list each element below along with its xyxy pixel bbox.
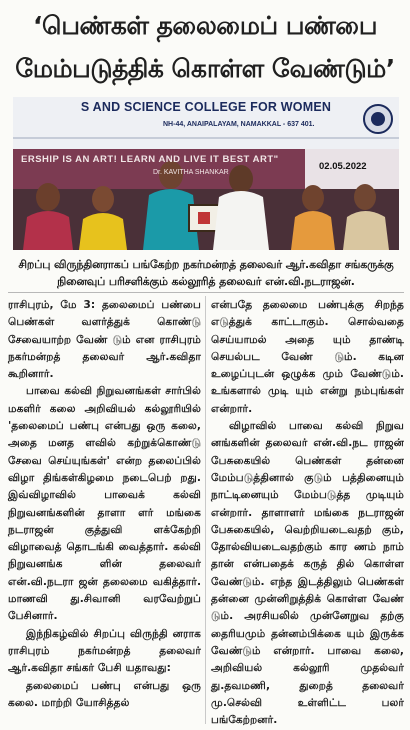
- event-photo: [13, 97, 399, 250]
- headline-line-1: ‘பெண்கள் தலைமைப் பண்பை: [32, 11, 378, 40]
- article-paragraph: இந்நிகழ்வில் சிறப்பு விருந்தி னராக ராசிபுரம் நகர்மன்றத் தலைவர் ஆர்.கவிதா சங்கர் பேசி யதாவது:: [8, 626, 201, 675]
- college-banner-address: NH-44, ANAIPALAYAM, NAMAKKAL - 637 401.: [163, 121, 315, 128]
- article-paragraph: தலைமைப் பண்பை பெண்கள் வளர்த்துக் கொண்டு சேவையாற்ற வேண் டும் என ராசிபுரம் நகர்மன்றத் தலைவர் ஆர்.கவிதா கூறினார்.: [8, 298, 201, 381]
- article-column-1: [8, 296, 201, 711]
- article-paragraph: தலைமைப் பண்பு என்பது ஒரு கலை. மாற்றி யோசித்தல்: [8, 678, 201, 709]
- headline-line-2: மேம்படுத்திக் கொள்ள வேண்டும்’: [15, 54, 395, 83]
- caption-divider: [8, 292, 404, 293]
- dateline: ராசிபுரம், மே 3:: [8, 298, 96, 311]
- banner-date: 02.05.2022: [319, 161, 367, 172]
- article-paragraph: விழாவில் பாவை கல்வி நிறுவ னங்களின் தலைவர் என்.வி.நட ராஜன் பேசுகையில் பெண்கள் தன்னை மேம்படுத்தினால் குடும் பத்தினையும் நாட்டினையும் மேம்படுத்த முடியும் என்றார். தாளாளர் மங்கை நடராஜன் பேசுகையில், வெற்றியடைவதற் கும், தோல்வியடைவதற்கும் கார ணம் நாம் தான் என்பதைக் கருத் தில் கொள்ள வேண்டும். எந்த இடத்திலும் பெண்கள் தன்னை முன்னிறுத்திக் கொள்ள வேண் டும். அரசியலில் முன்னேறுவ தற்கு தைரியமும் தன்னம்பிக்கை யும் இருக்க வேண்டும் என்றார். பாவை கலை, அறிவியல் கல்லூரி முதல்வர் து.தவமணி, துறைத் தலைவர் மு.செல்வி உள்ளிட்ட பலர் பங்கேற்றனர்.: [211, 419, 404, 727]
- article-paragraph: பாவை கல்வி நிறுவனங்கள் சார்பில் மகளிர் கலை அறிவியல் கல்லூரியில் 'தலைமைப் பண்பு என்பது ஒரு கலை, அதை மனத ளவில் கற்றுக்கொண்டு சேவை செய்யுங்கள்' என்ற தலைப்பில் விழா திங்கள்கிழமை நடைபெற் றது. இவ்விழாவில் பாவைக் கல்வி நிறுவனங்களின் தாளா ளர் மங்கை நடராஜன் குத்துவி ளக்கேற்றி விழாவைத் தொடங்கி வைத்தார். கல்வி நிறுவனங்க ளின் தலைவர் என்.வி.நடரா ஜன் தலைமை வகித்தார். மாணவி து.சிவானி வரவேற்றுப் பேசினார்.: [8, 384, 201, 623]
- article-paragraph: என்பதே தலைமை பண்புக்கு சிறந்த எடுத்துக் காட்டாகும். சொல்வதை செய்யாமல் அதை யும் தாண்டி செயல்பட வேண் டும். கடின உழைப்புடன் ஒழுக்க மும் வேண்டும். உங்களால் முடி யும் என்று நம்புங்கள் என்றார்.: [211, 298, 404, 415]
- banner-speaker-name: Dr. KAVITHA SHANKAR: [153, 169, 229, 176]
- photo-caption: சிறப்பு விருந்தினராகப் பங்கேற்ற நகர்மன்றத் தலைவர் ஆர்.கவிதா சங்கருக்கு நினைவுப் பரிசளிக்கும் கல்லூரித் தலைவர் என்.வி.நடராஜன்.: [18, 258, 394, 288]
- article-column-2: [211, 296, 404, 728]
- banner-slogan: ERSHIP IS AN ART! LEARN AND LIVE IT BEST ART": [21, 154, 279, 165]
- column-divider: [205, 296, 206, 724]
- college-banner-title: S AND SCIENCE COLLEGE FOR WOMEN: [80, 100, 332, 114]
- headline: [0, 0, 410, 93]
- college-banner: [13, 97, 399, 149]
